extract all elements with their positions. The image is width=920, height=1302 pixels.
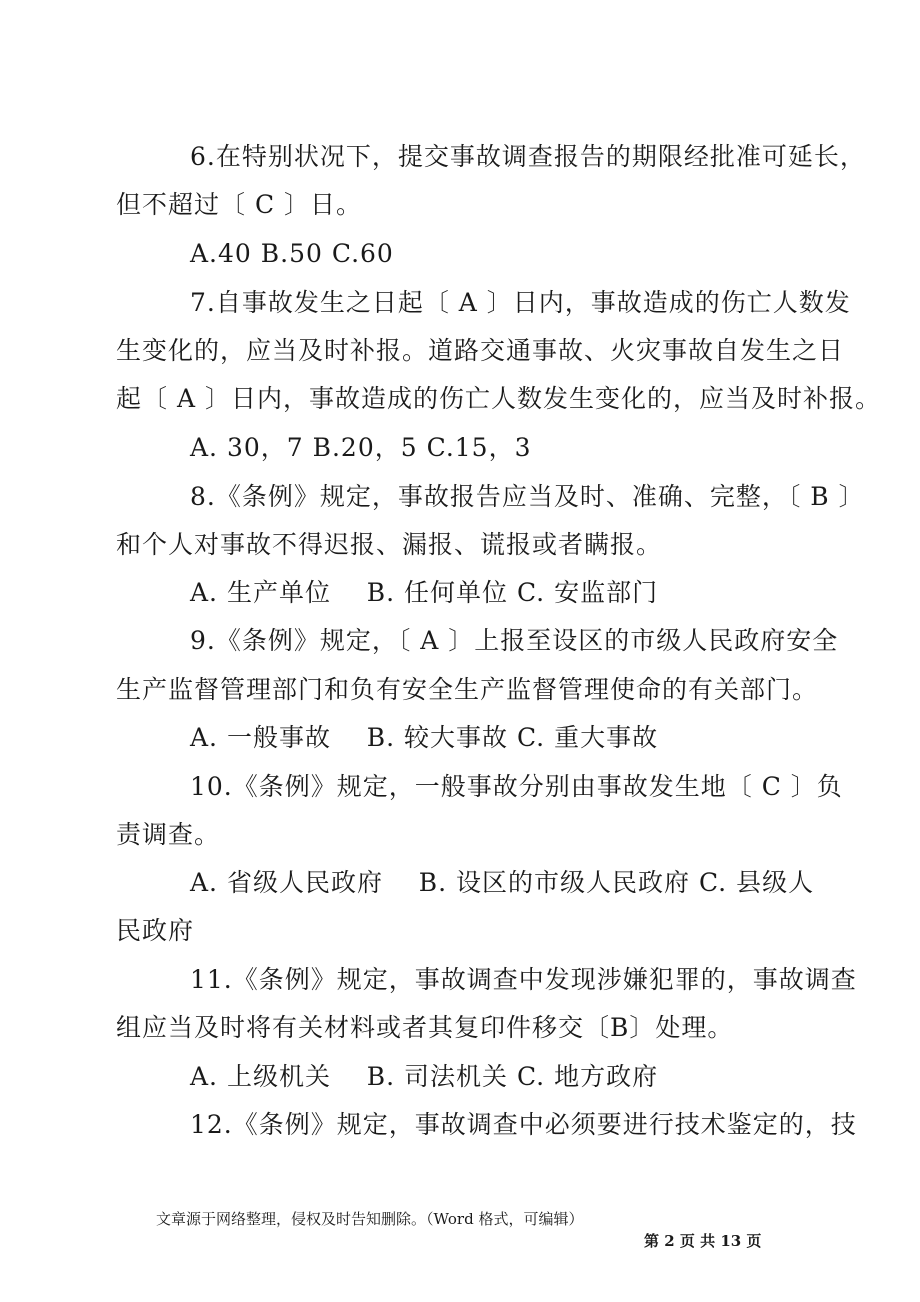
page-number: 第 2 页 共 13 页 bbox=[644, 1232, 762, 1250]
text-line: 和个人对事故不得迟报、漏报、谎报或者瞒报。 bbox=[116, 530, 663, 559]
text-line: 责调查。 bbox=[116, 820, 221, 849]
text-line: 11.《条例》规定，事故调查中发现涉嫌犯罪的，事故调查 bbox=[190, 965, 857, 994]
text-line: A. 生产单位 B. 任何单位 C. 安监部门 bbox=[190, 578, 659, 607]
text-line: 生变化的，应当及时补报。道路交通事故、火灾事故自发生之日 bbox=[116, 336, 845, 365]
page-footer bbox=[0, 1186, 920, 1252]
text-line: A. 省级人民政府 B. 设区的市级人民政府 C. 县级人 bbox=[190, 868, 815, 897]
footer-note: 文章源于网络整理，侵权及时告知删除。（Word 格式，可编辑） bbox=[156, 1210, 584, 1228]
text-line: 生产监督管理部门和负有安全生产监督管理使命的有关部门。 bbox=[116, 675, 819, 704]
text-line: A. 上级机关 B. 司法机关 C. 地方政府 bbox=[190, 1062, 659, 1091]
text-line: A. 30，7 B.20，5 C.15，3 bbox=[190, 433, 532, 462]
text-line: 10.《条例》规定，一般事故分别由事故发生地〔 C 〕负 bbox=[190, 772, 843, 801]
text-line: A.40 B.50 C.60 bbox=[190, 239, 394, 268]
text-line: A. 一般事故 B. 较大事故 C. 重大事故 bbox=[190, 723, 659, 752]
text-line: 7.自事故发生之日起〔 A 〕日内，事故造成的伤亡人数发 bbox=[190, 288, 851, 317]
text-line: 6.在特别状况下，提交事故调查报告的期限经批准可延长， bbox=[190, 142, 866, 171]
text-line: 民政府 bbox=[116, 916, 195, 945]
text-line: 8.《条例》规定，事故报告应当及时、准确、完整，〔 B 〕 bbox=[190, 482, 865, 511]
text-line: 但不超过〔 C 〕日。 bbox=[116, 190, 363, 219]
text-line: 9.《条例》规定，〔 A 〕上报至设区的市级人民政府安全 bbox=[190, 626, 839, 655]
text-line: 12.《条例》规定，事故调查中必须要进行技术鉴定的，技 bbox=[190, 1110, 857, 1139]
text-line: 起〔 A 〕日内，事故造成的伤亡人数发生变化的，应当及时补报。 bbox=[116, 384, 881, 413]
text-line: 组应当及时将有关材料或者其复印件移交〔B〕处理。 bbox=[116, 1013, 734, 1042]
